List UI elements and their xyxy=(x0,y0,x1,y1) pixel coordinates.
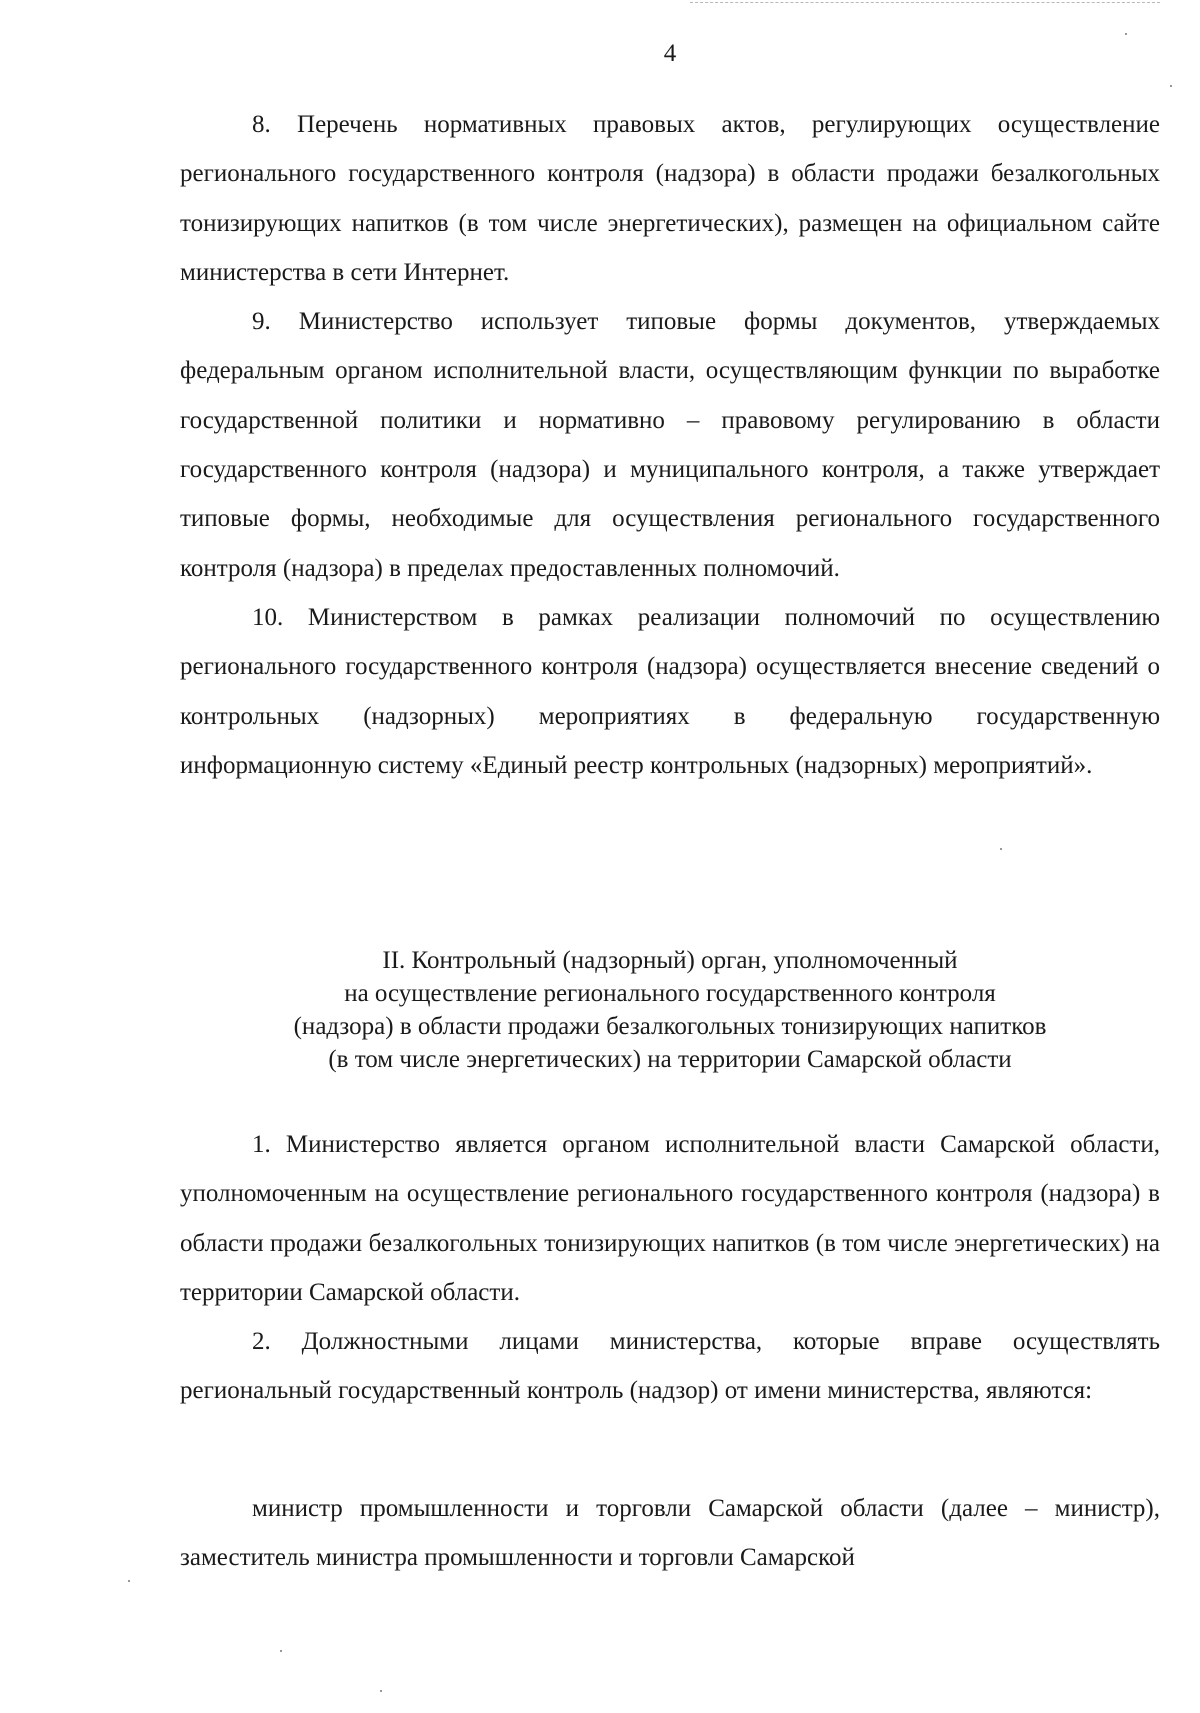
heading-line: (надзора) в области продажи безалкогольных тонизирующих напитков xyxy=(293,1013,1047,1040)
scan-speck xyxy=(1000,848,1002,850)
section-2-body xyxy=(180,1120,1160,1416)
scan-speck xyxy=(1170,85,1172,87)
scan-speck xyxy=(280,1650,282,1652)
scan-top-border xyxy=(690,2,1160,3)
scan-speck xyxy=(1125,33,1127,35)
scan-speck xyxy=(128,1580,130,1582)
heading-line: II. Контрольный (надзорный) орган, уполномоченный xyxy=(382,947,958,974)
heading-line: (в том числе энергетических) на территории Самарской области xyxy=(328,1046,1012,1073)
section-2-heading xyxy=(180,944,1160,1076)
paragraph-1: 1. Министерство является органом исполнительной власти Самарской области, уполномоченным на осуществление регионального государственного контроля (надзора) в области продажи безалкогольных тонизирующих напитков (в том числе энергетических) на территории Самарской области. xyxy=(180,1131,1160,1306)
scan-speck xyxy=(380,1690,382,1692)
paragraph-2: 2. Должностными лицами министерства, которые вправе осуществлять региональный государственный контроль (надзор) от имени министерства, являются: xyxy=(180,1328,1160,1405)
heading-line: на осуществление регионального государственного контроля xyxy=(344,980,996,1007)
paragraph-8: 8. Перечень нормативных правовых актов, регулирующих осуществление регионального государственного контроля (надзора) в области продажи безалкогольных тонизирующих напитков (в том числе энергетических), размещен на официальном сайте министерства в сети Интернет. xyxy=(180,111,1160,286)
section-2-tail xyxy=(180,1484,1160,1583)
paragraph-minister: министр промышленности и торговли Самарской области (далее – министр), заместитель министра промышленности и торговли Самарской xyxy=(180,1495,1160,1572)
paragraph-10: 10. Министерством в рамках реализации полномочий по осуществлению регионального государственного контроля (надзора) осуществляется внесение сведений о контрольных (надзорных) мероприятиях в федеральную государственную информационную систему «Единый реестр контрольных (надзорных) мероприятий». xyxy=(180,603,1160,779)
section-1-body xyxy=(180,100,1160,790)
paragraph-9: 9. Министерство использует типовые формы документов, утверждаемых федеральным органом исполнительной власти, осуществляющим функции по выработке государственной политики и нормативно – правовому регулированию в области государственного контроля (надзора) и муниципального контроля, а также утверждает типовые формы, необходимые для осуществления регионального государственного контроля (надзора) в пределах предоставленных полномочий. xyxy=(180,308,1160,582)
page-number: 4 xyxy=(663,40,677,67)
